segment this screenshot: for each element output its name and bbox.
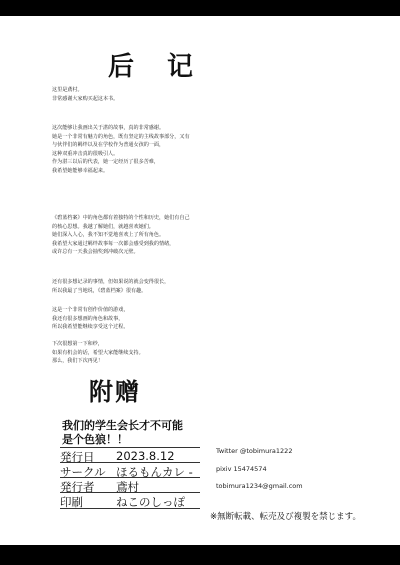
- colophon-row-circle: [60, 462, 200, 478]
- book-title-line: 我们的学生会长才不可能: [62, 419, 183, 432]
- colophon-key: 発行者: [60, 480, 95, 494]
- text-line: 与伙伴们的羁绊以及在学校作为普通女孩的一面，: [52, 142, 165, 149]
- text-line: 所以我希望能继续享受这个过程。: [52, 324, 129, 331]
- text-line: 我希望她能够幸福起来。: [52, 167, 109, 174]
- text-line: 下次很想第一下和纱，: [52, 341, 103, 347]
- appendix-heading: 附赠: [89, 378, 141, 406]
- email-address: tobimura1234@gmail.com: [216, 482, 303, 490]
- text-line: 非常感谢大家购买起这本书。: [52, 95, 119, 102]
- text-line: 我还有很多想画的角色和故事，: [52, 315, 124, 322]
- text-line: 那么，我们下次再见！: [52, 358, 103, 365]
- text-line: 所以我最了当地说，《碧蓝档案》很有趣。: [52, 287, 147, 294]
- colophon-row-printer: [60, 492, 200, 509]
- text-line: 如果有机会的话，希望大家能继续支持。: [52, 349, 144, 356]
- text-line: 这种双重冲击真的很吸引人。: [52, 150, 119, 157]
- colophon-key: 印刷: [60, 495, 83, 509]
- colophon-value: 鳶村: [116, 480, 139, 494]
- text-line: 《碧蓝档案》中的角色都有着独特的个性和历史，她们有自己: [52, 215, 190, 221]
- book-title-line: 是个色狼！！: [62, 433, 128, 446]
- page-title: 后 记: [108, 52, 206, 82]
- pixiv-id: pixiv 15474574: [216, 465, 267, 473]
- text-line: 或许总有一天我会抽奖到冲破次元壁。: [52, 249, 139, 256]
- text-line: 她是一个非常有魅力的角色，既有坚定的主线故事部分，又有: [52, 133, 190, 140]
- paragraph-game: [52, 214, 190, 257]
- copyright-notice: ※無断転載、転売及び複製を禁じます。: [210, 512, 361, 522]
- paragraph-character: [52, 124, 190, 176]
- twitter-handle: Twitter @tobimura1222: [216, 447, 293, 455]
- text-line: 的核心思想。我越了解她们，就越喜欢她们。: [52, 223, 154, 230]
- colophon-value: ほるもんカレ -: [116, 465, 193, 479]
- paragraph-farewell: [52, 340, 144, 366]
- text-line: 我希望大家通过羁绊故事每一次都会感受到我的情绪，: [52, 240, 175, 247]
- text-line: 作为湛三以后的代表，她一定经历了很多苦难，: [52, 159, 159, 166]
- text-line: 这次能够让我画出关于湛的故事，真的非常感谢。: [52, 125, 165, 131]
- paragraph-fun: [52, 278, 169, 295]
- text-line: 她们深入人心，我不知不觉地喜欢上了所有角色。: [52, 232, 165, 239]
- book-title: [62, 419, 183, 447]
- colophon-key: サークル: [60, 465, 106, 479]
- colophon-row-date: [60, 447, 200, 463]
- afterword-page: [0, 16, 400, 545]
- text-line: 这里是鳶村。: [52, 87, 83, 93]
- paragraph-creation: [52, 306, 128, 332]
- colophon-value: 2023.8.12: [116, 449, 175, 463]
- colophon-key: 発行日: [60, 450, 95, 464]
- text-line: 这是一个非常有创作价值的游戏，: [52, 307, 129, 313]
- text-line: 还有很多想记录的事情，但如果说的就会变得很长，: [52, 279, 170, 285]
- colophon-value: ねこのしっぽ: [116, 495, 185, 509]
- paragraph-greeting: [52, 86, 118, 103]
- colophon-row-publisher: [60, 477, 200, 493]
